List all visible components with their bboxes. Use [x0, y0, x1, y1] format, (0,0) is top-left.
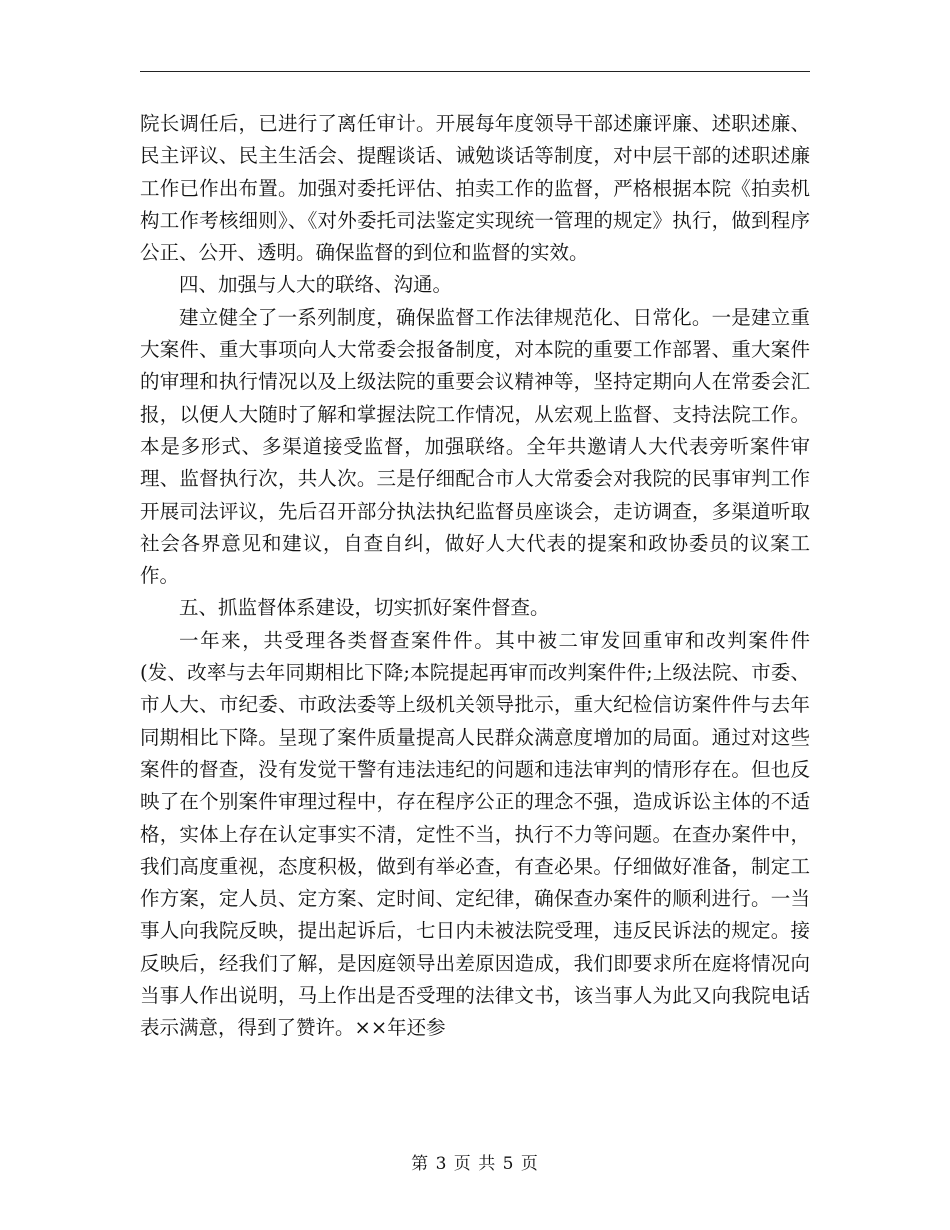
heading-section-five: 五、抓监督体系建设，切实抓好案件督查。 — [179, 596, 550, 620]
header-rule — [140, 71, 810, 72]
paragraph-npc-liaison: 建立健全了一系列制度，确保监督工作法律规范化、日常化。一是建立重大案件、重大事项向人大常委会报备制度，对本院的重要工作部署、重大案件的审理和执行情况以及上级法院的重要会议精神等，坚持定期向人在常委会汇报，以便人大随时了解和掌握法院工作情况，从宏观上监督、支持法院工作。本是多形式、多渠道接受监督，加强联络。全年共邀请人大代表旁听案件审理、监督执行次，共人次。三是仔细配合市人大常委会对我院的民事审判工作开展司法评议，先后召开部分执法执纪监督员座谈会，走访调查，多渠道听取社会各界意见和建议，自查自纠，做好人大代表的提案和政协委员的议案工作。 — [140, 305, 810, 588]
heading-section-four: 四、加强与人大的联络、沟通。 — [179, 273, 453, 297]
paragraph-case-supervision: 一年来，共受理各类督查案件件。其中被二审发回重审和改判案件件(发、改率与去年同期相比下降;本院提起再审而改判案件件;上级法院、市委、市人大、市纪委、市政法委等上级机关领导批示，重大纪检信访案件件与去年同期相比下降。呈现了案件质量提高人民群众满意度增加的局面。通过对这些案件的督查，没有发觉干警有违法违纪的问题和违法审判的情形存在。但也反映了在个别案件审理过程中，存在程序公正的理念不强，造成诉讼主体的不适格，实体上存在认定事实不清，定性不当，执行不力等问题。在查办案件中，我们高度重视，态度积极，做到有举必查，有查必果。仔细做好准备，制定工作方案，定人员、定方案、定时间、定纪律，确保查办案件的顺利进行。一当事人向我院反映，提出起诉后，七日内未被法院受理，违反民诉法的规定。接反映后，经我们了解，是因庭领导出差原因造成，我们即要求所在庭将情况向当事人作出说明，马上作出是否受理的法律文书，该当事人为此又向我院电话表示满意，得到了赞许。××年还参 — [140, 628, 810, 1040]
body-text — [140, 108, 810, 1045]
page-number-footer: 第 3 页 共 5 页 — [411, 1154, 539, 1174]
paragraph-audit: 院长调任后，已进行了离任审计。开展每年度领导干部述廉评廉、述职述廉、民主评议、民主生活会、提醒谈话、诫勉谈话等制度，对中层干部的述职述廉工作已作出布置。加强对委托评估、拍卖工作的监督，严格根据本院《拍卖机构工作考核细则》、《对外委托司法鉴定实现统一管理的规定》执行，做到程序公正、公开、透明。确保监督的到位和监督的实效。 — [140, 112, 810, 265]
